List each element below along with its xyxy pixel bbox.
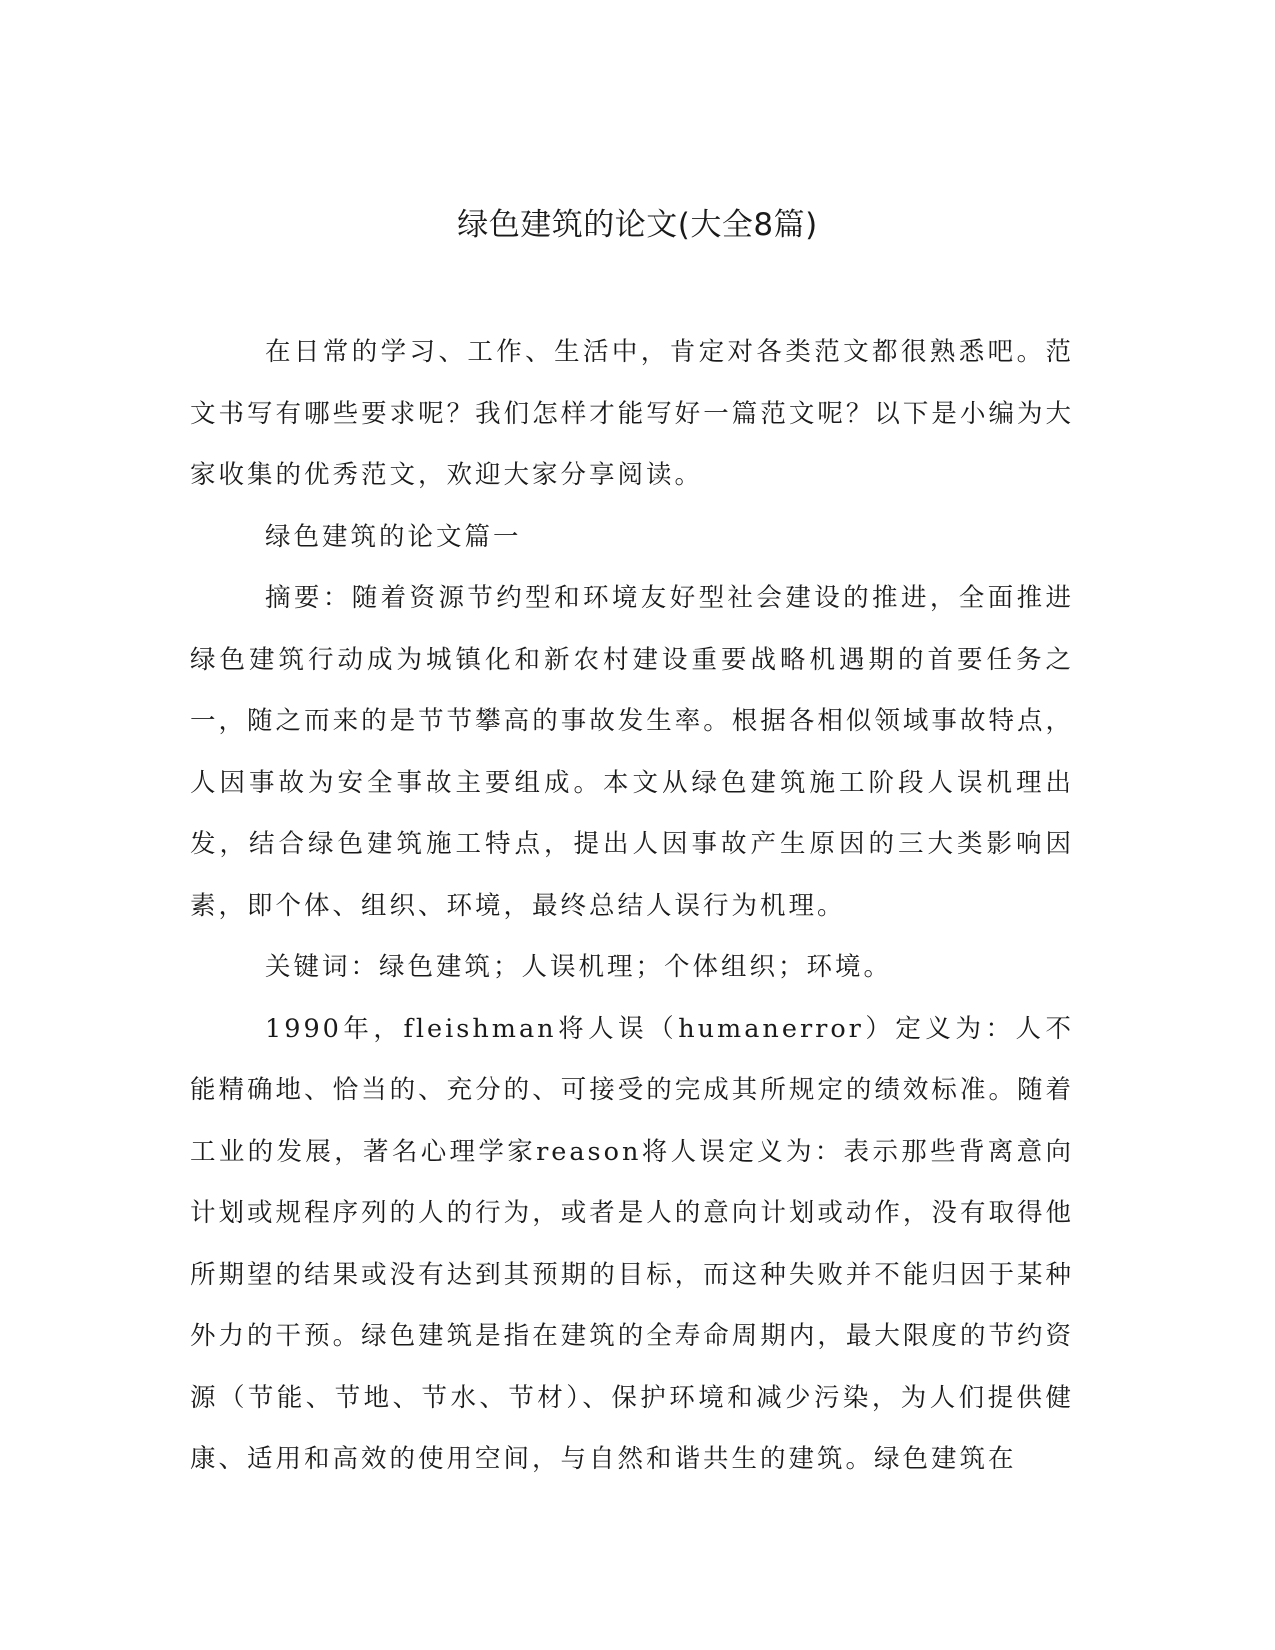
keywords-paragraph: 关键词：绿色建筑；人误机理；个体组织；环境。 — [265, 952, 893, 982]
intro-paragraph: 在日常的学习、工作、生活中，肯定对各类范文都很熟悉吧。范文书写有哪些要求呢？我们怎样才能写好一篇范文呢？以下是小编为大家收集的优秀范文，欢迎大家分享阅读。 — [190, 337, 1074, 490]
body-paragraph: 1990年，fleishman将人误（humanerror）定义为：人不能精确地、恰当的、充分的、可接受的完成其所规定的绩效标准。随着工业的发展，著名心理学家reason将人误定义为：表示那些背离意向计划或规程序列的人的行为，或者是人的意向计划或动作，没有取得他所期望的结果或没有达到其预期的目标，而这种失败并不能归因于某种外力的干预。绿色建筑是指在建筑的全寿命周期内，最大限度的节约资源（节能、节地、节水、节材）、保护环境和减少污染，为人们提供健康、适用和高效的使用空间，与自然和谐共生的建筑。绿色建筑在 — [190, 1013, 1074, 1474]
document-title: 绿色建筑的论文(大全8篇) — [457, 207, 818, 243]
abstract-paragraph: 摘要：随着资源节约型和环境友好型社会建设的推进，全面推进绿色建筑行动成为城镇化和新农村建设重要战略机遇期的首要任务之一，随之而来的是节节攀高的事故发生率。根据各相似领域事故特点，人因事故为安全事故主要组成。本文从绿色建筑施工阶段人误机理出发，结合绿色建筑施工特点，提出人因事故产生原因的三大类影响因素，即个体、组织、环境，最终总结人误行为机理。 — [190, 583, 1074, 921]
section-heading: 绿色建筑的论文篇一 — [265, 521, 522, 552]
document-body — [190, 322, 1074, 1491]
